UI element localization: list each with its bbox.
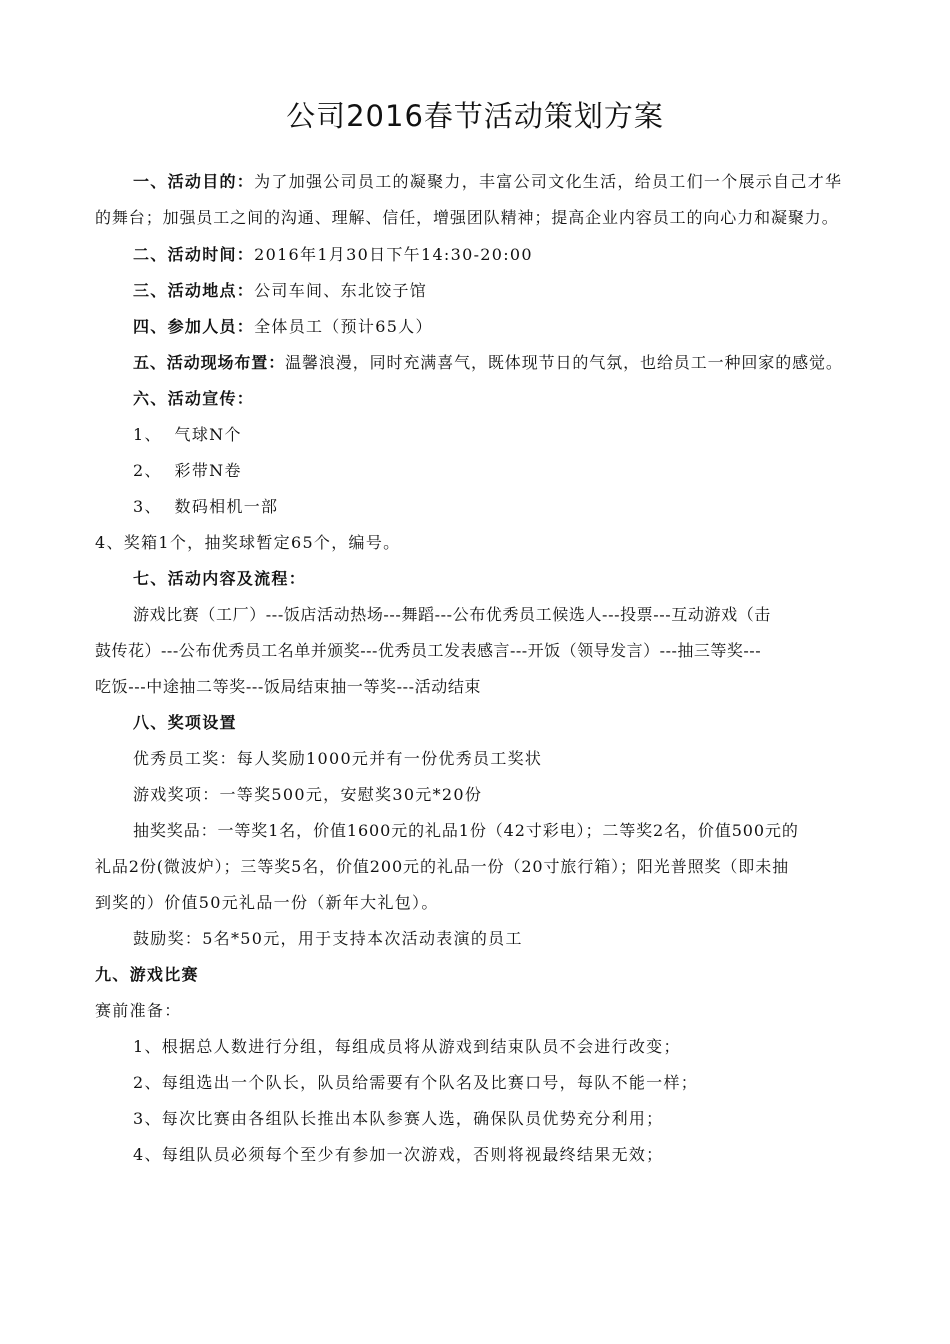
award-line: 鼓励奖：5名*50元，用于支持本次活动表演的员工 xyxy=(133,929,523,948)
section-awards-label: 八、奖项设置 xyxy=(133,713,237,732)
flow-line: 吃饭---中途抽二等奖---饭局结束抽一等奖---活动结束 xyxy=(95,677,482,696)
list-item: 1、 气球N个 xyxy=(133,425,242,444)
list-item: 4、奖箱1个，抽奖球暂定65个，编号。 xyxy=(95,533,401,552)
game-rule: 1、根据总人数进行分组，每组成员将从游戏到结束队员不会进行改变； xyxy=(133,1037,681,1056)
game-rule: 2、每组选出一个队长，队员给需要有个队名及比赛口号，每队不能一样； xyxy=(133,1073,699,1092)
section-decoration xyxy=(133,353,843,373)
section-purpose xyxy=(133,172,842,192)
document-title: 公司2016春节活动策划方案 xyxy=(286,99,664,133)
section-promotion-label: 六、活动宣传： xyxy=(133,389,255,408)
game-rule: 4、每组队员必须每个至少有参加一次游戏，否则将视最终结果无效； xyxy=(133,1145,664,1164)
flow-line: 鼓传花）---公布优秀员工名单并颁奖---优秀员工发表感言---开饭（领导发言）---抽三等奖--- xyxy=(95,641,762,660)
section-purpose-cont: 的舞台；加强员工之间的沟通、理解、信任，增强团队精神；提高企业内容员工的向心力和凝聚力。 xyxy=(95,208,839,227)
section-label: 一、活动目的： xyxy=(133,172,255,191)
award-line: 抽奖奖品：一等奖1名，价值1600元的礼品1份（42寸彩电）；二等奖2名，价值500元的 xyxy=(133,821,799,840)
section-time xyxy=(133,245,533,265)
list-item: 2、 彩带N卷 xyxy=(133,461,242,480)
list-item: 3、 数码相机一部 xyxy=(133,497,279,516)
section-game-label: 九、游戏比赛 xyxy=(95,965,199,984)
section-text: 2016年1月30日下午14:30-20:00 xyxy=(254,245,533,264)
section-location xyxy=(133,281,427,301)
award-line: 游戏奖项：一等奖500元，安慰奖30元*20份 xyxy=(133,785,483,804)
section-text: 为了加强公司员工的凝聚力，丰富公司文化生活，给员工们一个展示自己才华 xyxy=(254,172,843,191)
award-line: 礼品2份(微波炉）；三等奖5名，价值200元的礼品一份（20寸旅行箱）；阳光普照奖（即未抽 xyxy=(95,857,790,876)
section-label: 五、活动现场布置： xyxy=(133,353,286,372)
section-text: 全体员工（预计65人） xyxy=(254,317,433,336)
section-participants xyxy=(133,317,433,337)
section-label: 三、活动地点： xyxy=(133,281,255,300)
game-prep-label: 赛前准备： xyxy=(95,1001,182,1020)
flow-line: 游戏比赛（工厂）---饭店活动热场---舞蹈---公布优秀员工候选人---投票---互动游戏（击 xyxy=(133,605,771,624)
section-text: 公司车间、东北饺子馆 xyxy=(254,281,428,300)
award-line: 优秀员工奖：每人奖励1000元并有一份优秀员工奖状 xyxy=(133,749,543,768)
award-line: 到奖的）价值50元礼品一份（新年大礼包）。 xyxy=(95,893,439,912)
game-rule: 3、每次比赛由各组队长推出本队参赛人选，确保队员优势充分利用； xyxy=(133,1109,664,1128)
section-label: 四、参加人员： xyxy=(133,317,255,336)
section-text: 温馨浪漫，同时充满喜气，既体现节日的气氛，也给员工一种回家的感觉。 xyxy=(285,353,843,372)
section-label: 二、活动时间： xyxy=(133,245,255,264)
section-flow-label: 七、活动内容及流程： xyxy=(133,569,307,588)
